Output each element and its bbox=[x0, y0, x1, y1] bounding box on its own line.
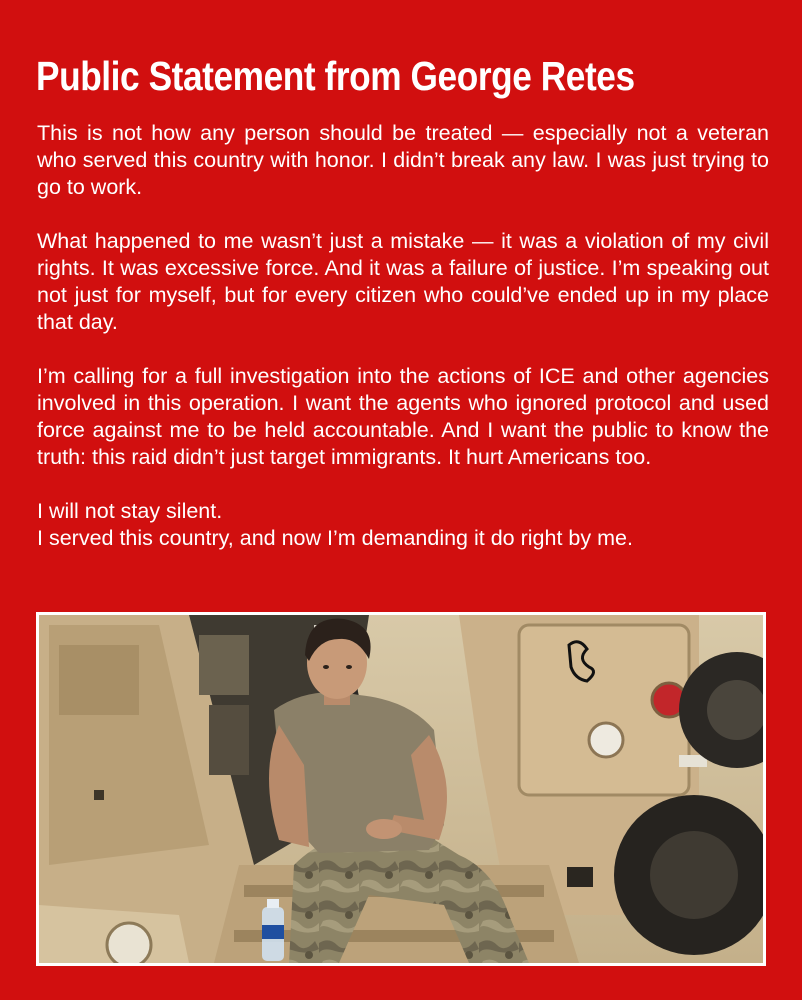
statement-paragraph: This is not how any person should be treated — especially not a veteran who served this country with honor. I didn’t break any law. I was just trying to go to work. bbox=[37, 121, 769, 199]
statement-paragraph: What happened to me wasn’t just a mistake — it was a violation of my civil rights. It was excessive force. And it was a failure of justice. I’m speaking out not just for myself, but for every citizen who could’ve ended up in my place that day. bbox=[37, 229, 769, 334]
closing-line: I served this country, and now I’m demanding it do right by me. bbox=[37, 526, 633, 550]
soldier-photo bbox=[36, 612, 766, 966]
soldier-photo-illustration bbox=[39, 615, 763, 963]
water-bottle bbox=[262, 899, 284, 961]
statement-paragraph: I’m calling for a full investigation into the actions of ICE and other agencies involved in this operation. I want the agents who ignored protocol and used force against me to be held accountable. And I want the public to know the truth: this raid didn’t just target immigrants. It hurt Americans too. bbox=[37, 364, 769, 469]
closing-statement bbox=[37, 498, 769, 552]
statement-body bbox=[37, 120, 769, 552]
closing-line: I will not stay silent. bbox=[37, 499, 223, 523]
page-title: Public Statement from George Retes bbox=[36, 53, 635, 99]
